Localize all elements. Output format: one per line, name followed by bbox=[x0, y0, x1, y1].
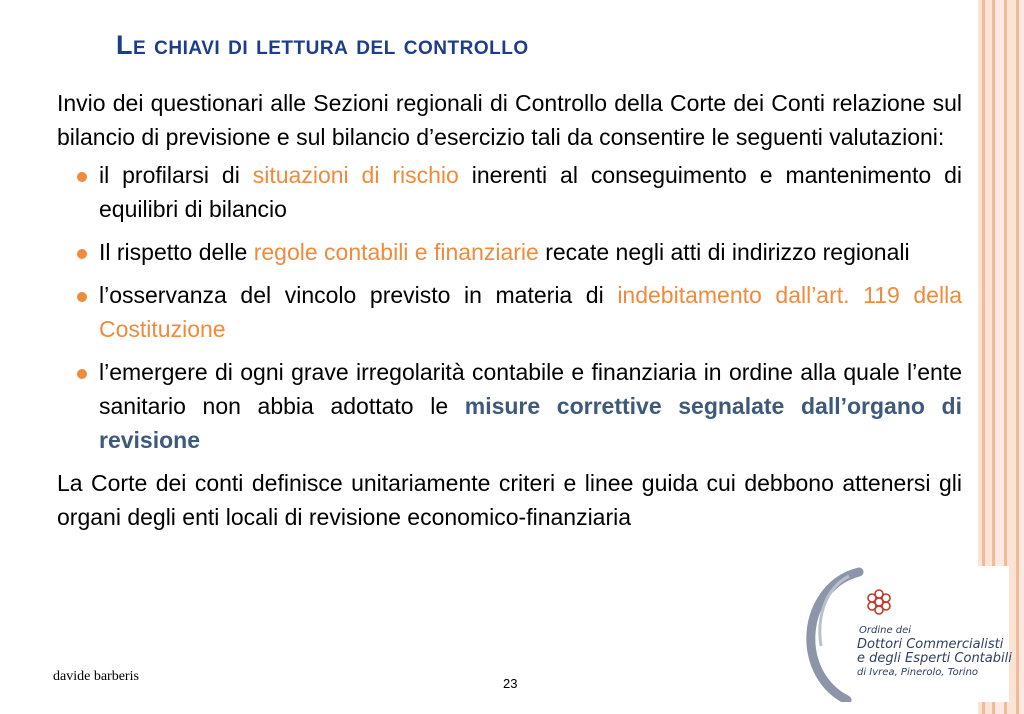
closing-paragraph: La Corte dei conti definisce unitariamente criteri e linee guida cui debbono attenersi gli organi degli enti locali di revisione economico-finanziaria bbox=[57, 470, 962, 530]
author-footer: davide barberis bbox=[53, 669, 139, 684]
bullet-icon bbox=[77, 172, 87, 182]
highlight-text: indebitamento dall’art. 119 della Costituzione bbox=[99, 282, 962, 342]
bullet-list bbox=[57, 158, 962, 457]
highlight-text: situazioni di rischio bbox=[252, 162, 459, 188]
logo-line-1: Ordine dei bbox=[859, 625, 912, 636]
list-item: il profilarsi di situazioni di rischio inerenti al conseguimento e mantenimento di equilibri di bilancio bbox=[57, 158, 962, 226]
intro-paragraph: Invio dei questionari alle Sezioni regionali di Controllo della Corte dei Conti relazione sul bilancio di previsione e sul bilancio d’esercizio tali da consentire le seguenti valutazioni: bbox=[57, 90, 962, 150]
list-item: l’emergere di ogni grave irregolarità contabile e finanziaria in ordine alla quale l’ente sanitario non abbia adottato le misure correttive segnalate dall’organo di revisione bbox=[57, 355, 962, 457]
slide-content bbox=[57, 86, 962, 534]
highlight-text: regole contabili e finanziarie bbox=[253, 239, 539, 265]
logo-line-2: Dottori Commercialisti bbox=[857, 637, 1004, 652]
logo-line-4: di Ivrea, Pinerolo, Torino bbox=[857, 667, 979, 678]
bullet-icon bbox=[77, 369, 87, 379]
logo-line-3: e degli Esperti Contabili bbox=[857, 651, 1012, 666]
page-number: 23 bbox=[503, 676, 518, 691]
bullet-icon bbox=[77, 292, 87, 302]
list-item: l’osservanza del vincolo previsto in materia di indebitamento dall’art. 119 della Costituzione bbox=[57, 278, 962, 346]
organization-logo bbox=[797, 566, 1012, 702]
list-item: Il rispetto delle regole contabili e finanziarie recate negli atti di indirizzo regionali bbox=[57, 235, 962, 269]
bullet-icon bbox=[77, 249, 87, 259]
slide-title: Le chiavi di lettura del controllo bbox=[116, 30, 529, 60]
emphasis-text: misure correttive segnalate dall’organo di revisione bbox=[99, 393, 962, 453]
